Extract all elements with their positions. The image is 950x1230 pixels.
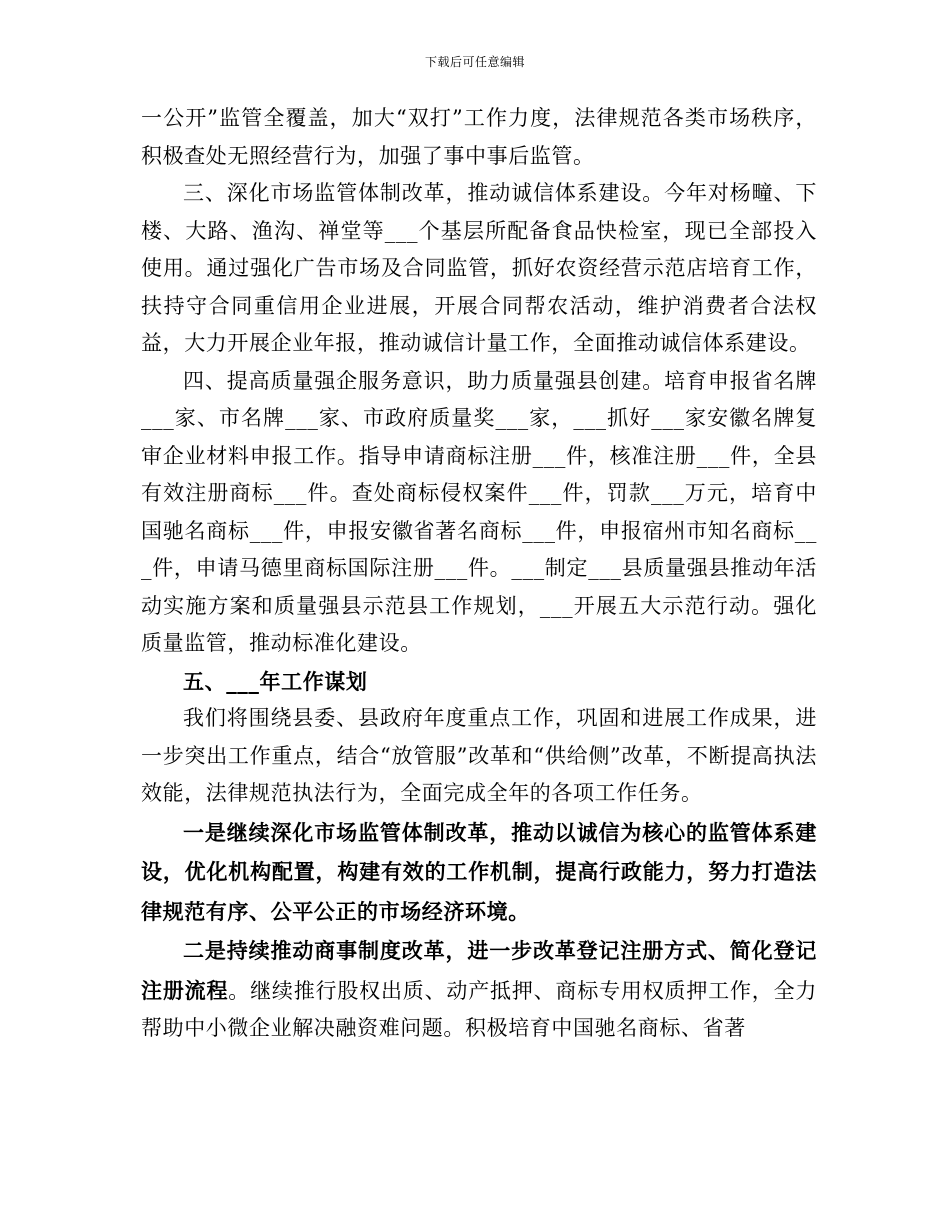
paragraph-section-four: 四、提高质量强企服务意识，助力质量强县创建。培育申报省名牌___家、市名牌___家、市政府质量奖___家，___抓好___家安徽名牌复审企业材料申报工作。指导申请商标注册___件，核准注册___件，全县有效注册商标___件。查处商标侵权案件___件，罚款___万元，培育中国驰名商标___件，申报安徽省著名商标___件，申报宿州市知名商标___件，申请马德里商标国际注册___件。___制定___县质量强县推动年活动实施方案和质量强县示范县工作规划，___开展五大示范行动。强化质量监管，推动标准化建设。 bbox=[141, 368, 817, 655]
plan-item-two-body: 。继续推行股权出质、动产抵押、商标专用权质押工作，全力帮助中小微企业解决融资难问题。积极培育中国驰名商标、省著 bbox=[141, 978, 818, 1040]
paragraph-continuation: 一公开”监管全覆盖，加大“双打”工作力度，法律规范各类市场秩序，积极查处无照经营行为，加强了事中事后监管。 bbox=[141, 106, 817, 168]
header-note: 下载后可任意编辑 bbox=[424, 55, 525, 69]
paragraph-plan-intro: 我们将围绕县委、县政府年度重点工作，巩固和进展工作成果，进一步突出工作重点，结合“放管服”改革和“供给侧”改革，不断提高执法效能，法律规范执法行为，全面完成全年的各项工作任务。 bbox=[141, 706, 817, 805]
paragraph-plan-item-two bbox=[141, 931, 817, 1048]
plan-item-two-lead: 二是持续推动商事制度改革，进一步改革登记注册方式、简化登记注册流程 bbox=[141, 938, 817, 1003]
document-body bbox=[141, 100, 817, 1048]
paragraph-plan-item-one: 一是继续深化市场监管体制改革，推动以诚信为核心的监管体系建设，优化机构配置，构建有效的工作机制，提高行政能力，努力打造法律规范有序、公平公正的市场经济环境。 bbox=[141, 819, 817, 924]
paragraph-section-three: 三、深化市场监管体制改革，推动诚信体系建设。今年对杨疃、下楼、大路、渔沟、禅堂等___个基层所配备食品快检室，现已全部投入使用。通过强化广告市场及合同监管，抓好农资经营示范店培育工作，扶持守合同重信用企业进展，开展合同帮农活动，维护消费者合法权益，大力开展企业年报，推动诚信计量工作，全面推动诚信体系建设。 bbox=[141, 181, 817, 355]
section-five-heading: 五、___年工作谋划 bbox=[183, 668, 368, 694]
